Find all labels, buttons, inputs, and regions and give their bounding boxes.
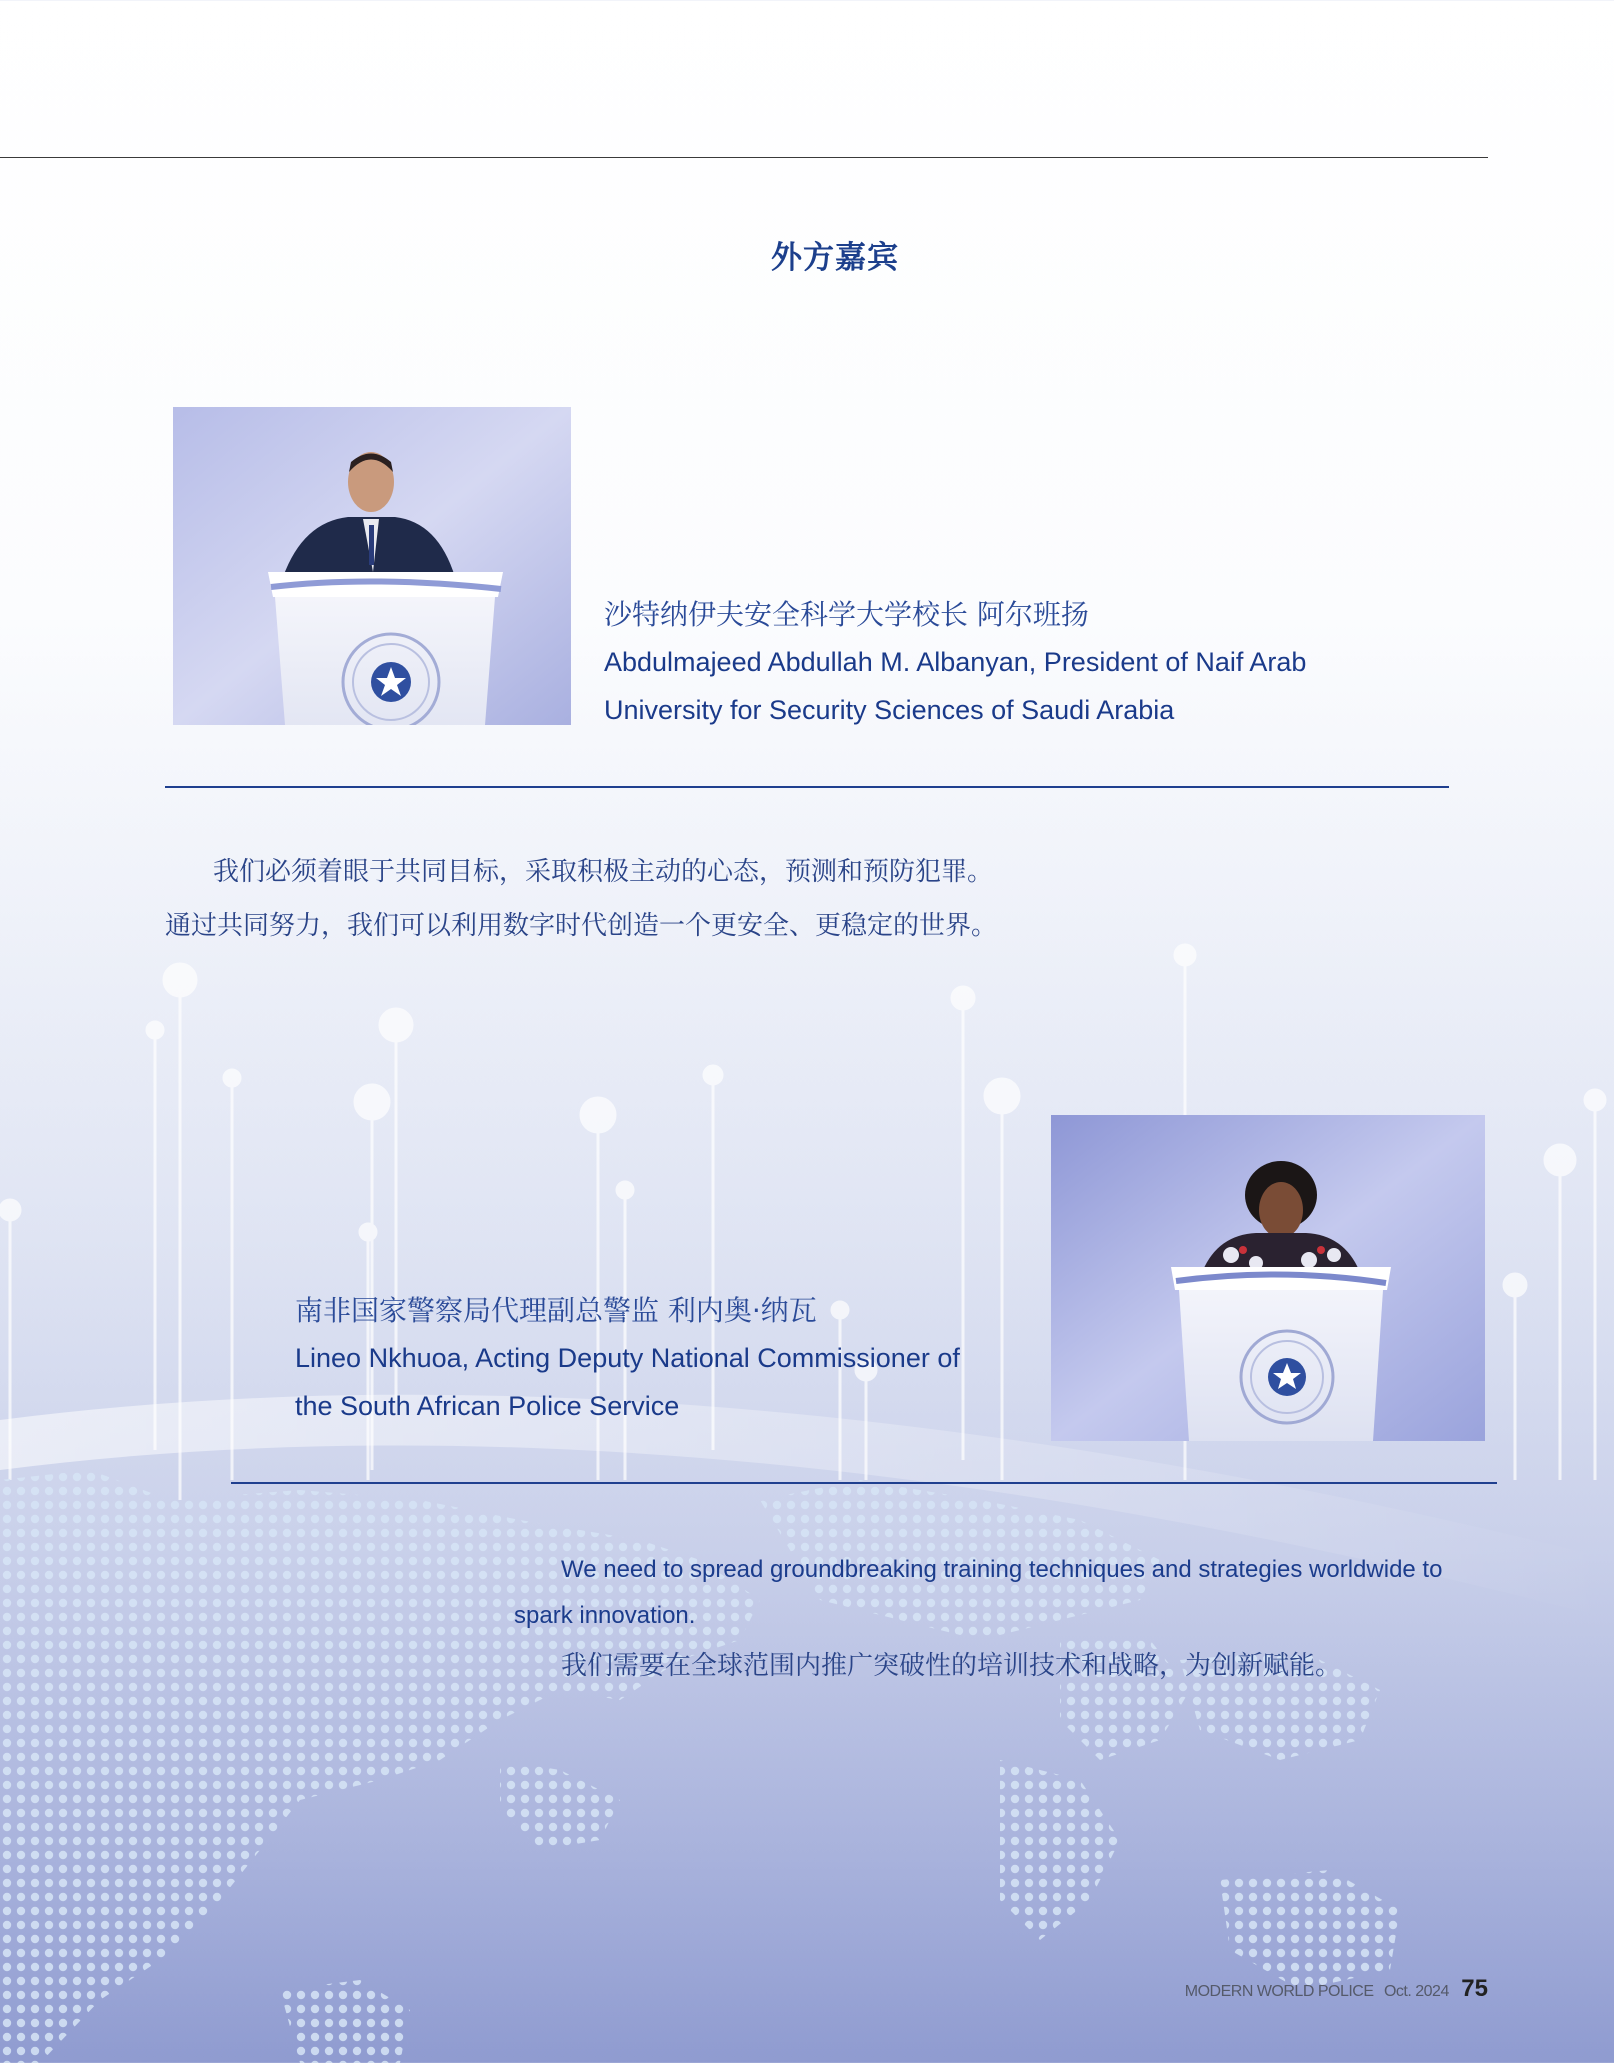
- guest-2-quote-zh: 我们需要在全球范围内推广突破性的培训技术和战略，为创新赋能。: [561, 1651, 1342, 1681]
- issue-date: Oct. 2024: [1383, 1983, 1449, 2000]
- guest-2-title-en-line2: the South African Police Service: [295, 1391, 680, 1421]
- guest-1-title-zh: 沙特纳伊夫安全科学大学校长 阿尔班扬: [604, 598, 1089, 631]
- guest-1-divider: [165, 786, 1449, 788]
- page-number: 75: [1461, 1975, 1488, 2002]
- section-title: 外方嘉宾: [771, 240, 899, 276]
- guest-1-quote-line1: 我们必须着眼于共同目标，采取积极主动的心态，预测和预防犯罪。: [213, 857, 994, 887]
- page-footer: [1185, 1975, 1488, 2003]
- guest-2-title-en-line1: Lineo Nkhuoa, Acting Deputy National Commissioner of: [295, 1343, 960, 1373]
- header-rule: [0, 157, 1488, 158]
- guest-2-title-zh: 南非国家警察局代理副总警监 利内奥·纳瓦: [295, 1294, 817, 1327]
- guest-2-photo: [1051, 1115, 1485, 1441]
- guest-1-title-en-line2: University for Security Sciences of Saudi Arabia: [604, 695, 1175, 725]
- publication-name: MODERN WORLD POLICE: [1184, 1983, 1374, 2000]
- guest-1-quote-line2: 通过共同努力，我们可以利用数字时代创造一个更安全、更稳定的世界。: [165, 911, 998, 941]
- guest-1-title-en-line1: Abdulmajeed Abdullah M. Albanyan, President of Naif Arab: [604, 647, 1307, 677]
- guest-1-photo: [173, 407, 571, 725]
- guest-2-quote-en-line1: We need to spread groundbreaking training techniques and strategies worldwide to: [561, 1556, 1443, 1583]
- guest-2-divider: [231, 1482, 1497, 1484]
- guest-2-quote-en-line2: spark innovation.: [514, 1602, 696, 1629]
